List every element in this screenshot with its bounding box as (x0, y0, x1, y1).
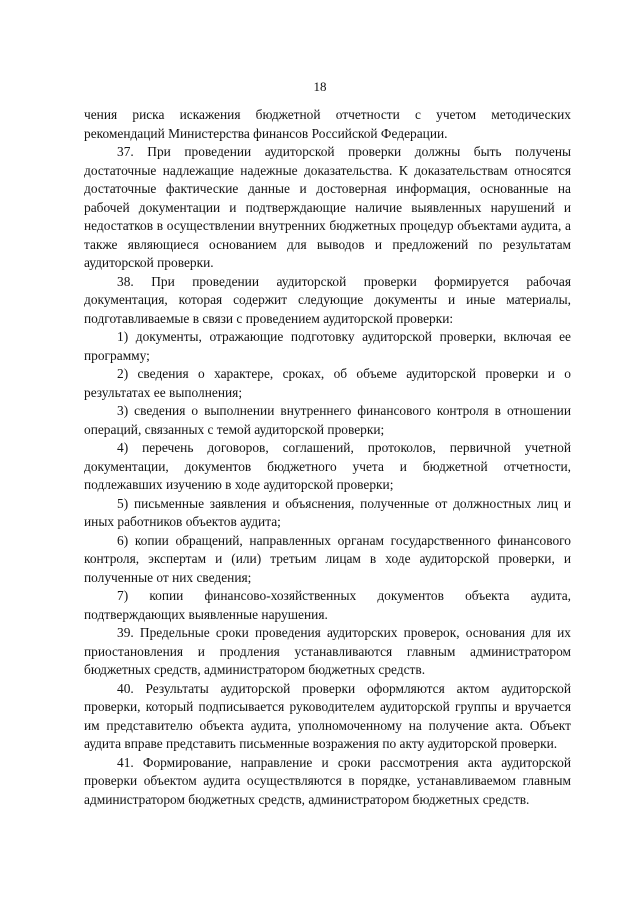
list-item-2: 2) сведения о характере, сроках, об объеме аудиторской проверки и о результатах ее выполнения; (84, 366, 571, 400)
paragraph-38: 38. При проведении аудиторской проверки формируется рабочая документация, которая содержит следующие документы и иные материалы, подготавливаемые в связи с проведением аудиторской проверки: (84, 273, 571, 326)
list-item-3: 3) сведения о выполнении внутреннего финансового контроля в отношении операций, связанных с темой аудиторской проверки; (84, 403, 571, 437)
list-item-7: 7) копии финансово-хозяйственных документов объекта аудита, подтверждающих выявленные нарушения. (84, 588, 571, 622)
list-item-5: 5) письменные заявления и объяснения, полученные от должностных лиц и иных работников объектов аудита; (84, 495, 571, 529)
document-body (84, 106, 571, 809)
paragraph-41: 41. Формирование, направление и сроки рассмотрения акта аудиторской проверки объектом аудита осуществляются в порядке, устанавливаемом главным администратором бюджетных средств, администратором бюджетных средств. (84, 754, 571, 807)
paragraph-continuation: чения риска искажения бюджетной отчетности с учетом методических рекомендаций Министерства финансов Российской Федерации. (84, 107, 571, 141)
list-item-4: 4) перечень договоров, соглашений, протоколов, первичной учетной документации, документов бюджетного учета и бюджетной отчетности, подлежавших изучению в ходе аудиторской проверки; (84, 440, 571, 492)
page-number: 18 (313, 79, 327, 94)
list-item-6: 6) копии обращений, направленных органам государственного финансового контроля, экспертам и (или) третьим лицам в ходе аудиторской проверки, и полученные от них сведения; (84, 532, 571, 585)
list-item-1: 1) документы, отражающие подготовку аудиторской проверки, включая ее программу; (84, 329, 571, 363)
paragraph-40: 40. Результаты аудиторской проверки оформляются актом аудиторской проверки, который подписывается руководителем аудиторской группы и вручается им представителю объекта аудита, уполномоченному на получение акта. Объект аудита вправе представить письменные возражения по акту аудиторской проверки. (84, 680, 571, 751)
paragraph-37: 37. При проведении аудиторской проверки должны быть получены достаточные надлежащие надежные доказательства. К доказательствам относятся достаточные фактические данные и достоверная информация, основанные на рабочей документации и подтверждающие наличие выявленных нарушений и недостатков в осуществлении внутренних бюджетных процедур объектами аудита, а также являющиеся основанием для выводов и предложений по результатам аудиторской проверки. (84, 144, 571, 270)
paragraph-39: 39. Предельные сроки проведения аудиторских проверок, основания для их приостановления и продления устанавливаются главным администратором бюджетных средств, администратором бюджетных средств. (84, 625, 571, 677)
